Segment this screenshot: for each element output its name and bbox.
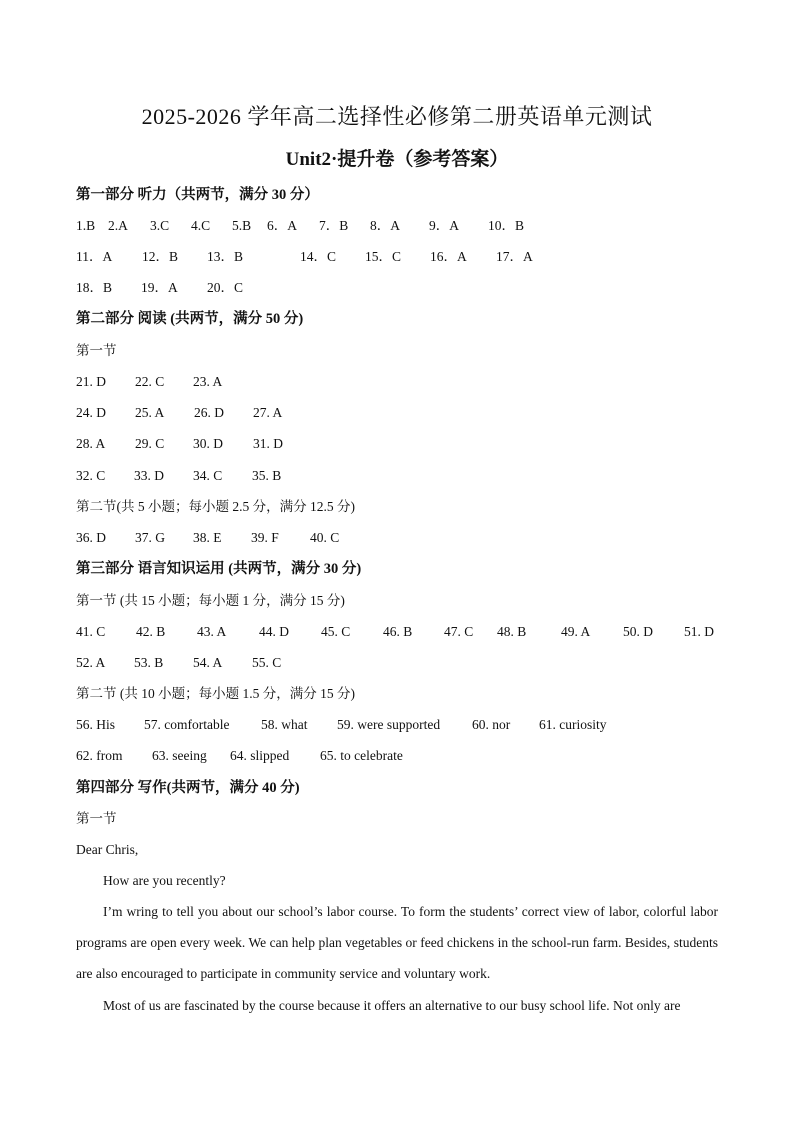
page-title: 2025-2026 学年高二选择性必修第二册英语单元测试 <box>141 104 653 129</box>
answer-item: 23. A <box>193 374 223 389</box>
answer-item: 48. B <box>497 624 527 639</box>
answer-item: 8．A <box>370 218 400 233</box>
answer-item: 45. C <box>321 624 351 639</box>
answer-item: 6．A <box>267 218 297 233</box>
answer-item: 62. from <box>76 748 123 763</box>
answer-item: 49. A <box>561 624 591 639</box>
answer-item: 38. E <box>193 530 222 545</box>
answer-item: 51. D <box>684 624 714 639</box>
letter-salutation: Dear Chris, <box>76 842 139 857</box>
answer-item: 29. C <box>135 436 165 451</box>
answer-item: 42. B <box>136 624 166 639</box>
answer-item: 36. D <box>76 530 106 545</box>
answer-item: 63. seeing <box>152 748 207 763</box>
answer-item: 47. C <box>444 624 474 639</box>
answer-item: 52. A <box>76 655 106 670</box>
page-subtitle: Unit2·提升卷（参考答案） <box>285 149 509 170</box>
answer-item: 3.C <box>150 218 170 233</box>
answer-item: 54. A <box>193 655 223 670</box>
part1-heading: 第一部分 听力（共两节，满分 30 分） <box>76 187 319 203</box>
answer-item: 44. D <box>259 624 289 639</box>
section-label: 第一节 (共 15 小题；每小题 1 分，满分 15 分) <box>76 593 345 608</box>
answer-item: 17．A <box>496 249 533 264</box>
answer-item: 25. A <box>135 405 165 420</box>
answer-item: 41. C <box>76 624 106 639</box>
answer-item: 26. D <box>194 405 224 420</box>
letter-paragraph <box>76 896 718 989</box>
answer-item: 14．C <box>300 249 337 264</box>
part2-heading: 第二部分 阅读 (共两节，满分 50 分) <box>76 311 304 327</box>
answer-item: 7．B <box>319 218 349 233</box>
answer-item: 5.B <box>232 218 252 233</box>
answer-item: 50. D <box>623 624 653 639</box>
answer-item: 22. C <box>135 374 165 389</box>
section-label: 第一节 <box>76 811 117 826</box>
answer-item: 30. D <box>193 436 223 451</box>
answer-item: 13．B <box>207 249 244 264</box>
answer-item: 39. F <box>251 530 279 545</box>
answer-item: 37. G <box>135 530 165 545</box>
letter-greeting: How are you recently? <box>103 873 226 888</box>
paragraph-text: I’m wring to tell you about our school’s labor course. To form the students’ correct view of labor, colorful labor programs are open every week. We can help plan vegetables or feed chickens in the school-run farm. Besides, students are also encouraged to participate in community service and voluntary work. <box>76 904 718 981</box>
answer-item: 56. His <box>76 717 116 732</box>
answer-item: 9．A <box>429 218 459 233</box>
answer-item: 64. slipped <box>230 748 290 763</box>
answer-item: 1.B <box>76 218 96 233</box>
part3-heading: 第三部分 语言知识运用 (共两节，满分 30 分) <box>76 561 362 577</box>
part4-heading: 第四部分 写作(共两节，满分 40 分) <box>76 780 300 796</box>
letter-paragraph <box>76 990 718 1021</box>
paragraph-text: Most of us are fascinated by the course because it offers an alternative to our busy school life. Not only are <box>103 998 681 1013</box>
answer-item: 65. to celebrate <box>320 748 403 763</box>
answer-item: 46. B <box>383 624 413 639</box>
answer-item: 18．B <box>76 280 113 295</box>
answer-item: 20．C <box>207 280 244 295</box>
answer-item: 59. were supported <box>337 717 441 732</box>
answer-item: 55. C <box>252 655 282 670</box>
answer-item: 12．B <box>142 249 179 264</box>
answer-item: 35. B <box>252 468 282 483</box>
answer-item: 61. curiosity <box>539 717 607 732</box>
answer-item: 31. D <box>253 436 283 451</box>
answer-item: 32. C <box>76 468 106 483</box>
section-label: 第二节 (共 10 小题；每小题 1.5 分，满分 15 分) <box>76 686 355 701</box>
answer-item: 58. what <box>261 717 308 732</box>
answer-item: 2.A <box>108 218 128 233</box>
answer-item: 15．C <box>365 249 402 264</box>
answer-item: 28. A <box>76 436 106 451</box>
section-label: 第二节(共 5 小题；每小题 2.5 分，满分 12.5 分) <box>76 499 355 514</box>
answer-item: 53. B <box>134 655 164 670</box>
section-label: 第一节 <box>76 343 117 358</box>
answer-item: 27. A <box>253 405 283 420</box>
answer-item: 19．A <box>141 280 178 295</box>
answer-item: 33. D <box>134 468 164 483</box>
answer-item: 21. D <box>76 374 106 389</box>
answer-item: 10．B <box>488 218 525 233</box>
answer-item: 60. nor <box>472 717 511 732</box>
answer-item: 43. A <box>197 624 227 639</box>
answer-item: 16．A <box>430 249 467 264</box>
answer-item: 57. comfortable <box>144 717 230 732</box>
answer-item: 34. C <box>193 468 223 483</box>
answer-item: 24. D <box>76 405 106 420</box>
answer-item: 4.C <box>191 218 211 233</box>
answer-item: 11．A <box>76 249 113 264</box>
answer-item: 40. C <box>310 530 340 545</box>
